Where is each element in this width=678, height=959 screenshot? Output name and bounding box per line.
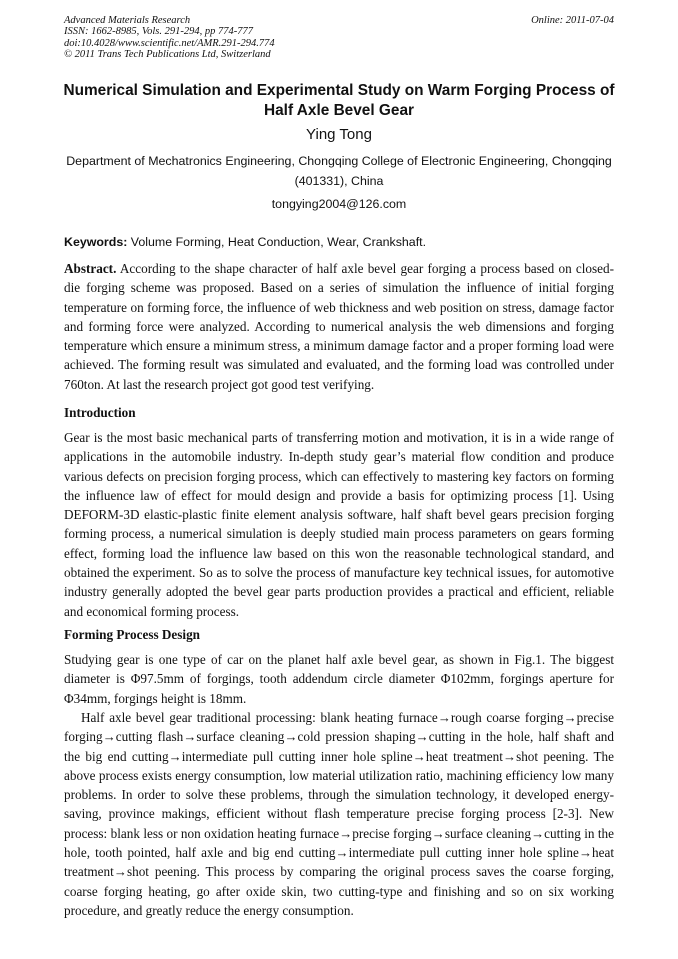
abstract xyxy=(64,259,614,394)
abstract-label: Abstract. xyxy=(64,261,117,276)
keywords-text: Volume Forming, Heat Conduction, Wear, Crankshaft. xyxy=(127,235,427,249)
author-name: Ying Tong xyxy=(306,126,372,143)
online-date: Online: 2011-07-04 xyxy=(531,15,614,26)
copyright-line: © 2011 Trans Tech Publications Ltd, Switzerland xyxy=(64,49,271,61)
forming-paragraph-2: Half axle bevel gear traditional processing: blank heating furnace→rough coarse forging→precise forging→cutting flash→surface cleaning→cold pression shaping→cutting in the hole, half shaft and the big end cutting→intermediate pull cutting inner hole spline→heat treatment→shot peening. The above process exists energy consumption, low material utilization ratio, machining efficiency low many problems. In order to solve these problems, through the simulation technology, it developed energy-saving, province makings, efficient without flash temperature precise forging process [2-3]. New process: blank less or non oxidation heating furnace→precise forging→surface cleaning→cutting in the hole, tooth pointed, half axle and big end cutting→intermediate pull cutting inner hole spline→heat treatment→shot peening. This process by comparing the original process saves the coarse forging, coarse forging heating, go after oxide skin, two cutting-type and finishing and so on six working procedure, and greatly reduce the energy consumption. xyxy=(64,710,614,918)
issn-line: ISSN: 1662-8985, Vols. 291-294, pp 774-777 xyxy=(64,26,253,38)
paper-title: Numerical Simulation and Experimental Study on Warm Forging Process of Half Axle Bevel Gear xyxy=(63,82,615,119)
journal-name: Advanced Materials Research xyxy=(64,15,191,26)
introduction-text: Gear is the most basic mechanical parts of transferring motion and motivation, it is in a wide range of applications in the automobile industry. In-depth study gear’s material flow condition and produce various defects on precision forging process, which can effectively to mastering key factors on forming the influence law of effect for mould design and provide a basis for optimizing process [1]. Using DEFORM-3D elastic-plastic finite element analysis software, half shaft bevel gears precision forging forming process, a numerical simulation is deeply studied main process parameters on gears forming effect, forming load the influence law based on this won the reasonable technological standard, and obtained the experiment. So as to solve the process of manufacture key technical issues, for automotive industry generally adopted the bevel gear parts production provides a practical and efficient, reliable and economical forming process. xyxy=(64,430,614,619)
keywords-label: Keywords: xyxy=(64,235,128,249)
section-heading-forming: Forming Process Design xyxy=(64,627,201,642)
journal-header xyxy=(64,15,275,61)
doi-line: doi:10.4028/www.scientific.net/AMR.291-294.774 xyxy=(64,37,275,49)
author-email: tongying2004@126.com xyxy=(271,197,407,211)
author-affiliation: Department of Mechatronics Engineering, Chongqing College of Electronic Engineering, Chongqing (401331), China xyxy=(66,154,612,188)
keywords xyxy=(64,233,624,251)
forming-paragraph-1: Studying gear is one type of car on the planet half axle bevel gear, as shown in Fig.1. The biggest diameter is Φ97.5mm of forgings, tooth addendum circle diameter Φ102mm, forgings aperture for Φ34mm, forgings height is 18mm. xyxy=(64,652,614,706)
abstract-text: According to the shape character of half axle bevel gear forging a process based on closed-die forging scheme was proposed. Based on a series of simulation the influence of initial forging temperature on forming force, the influence of web thickness and web position on stress, damage factor and forming force were analyzed. According to numerical analysis the web dimensions and forging temperature which ensure a minimum stress, a minimum damage factor and a proper forming load were achieved. The forming result was simulated and evaluated, and the forming load was controlled under 760ton. At last the research project got good test verifying. xyxy=(64,261,614,392)
section-heading-introduction: Introduction xyxy=(64,405,136,420)
